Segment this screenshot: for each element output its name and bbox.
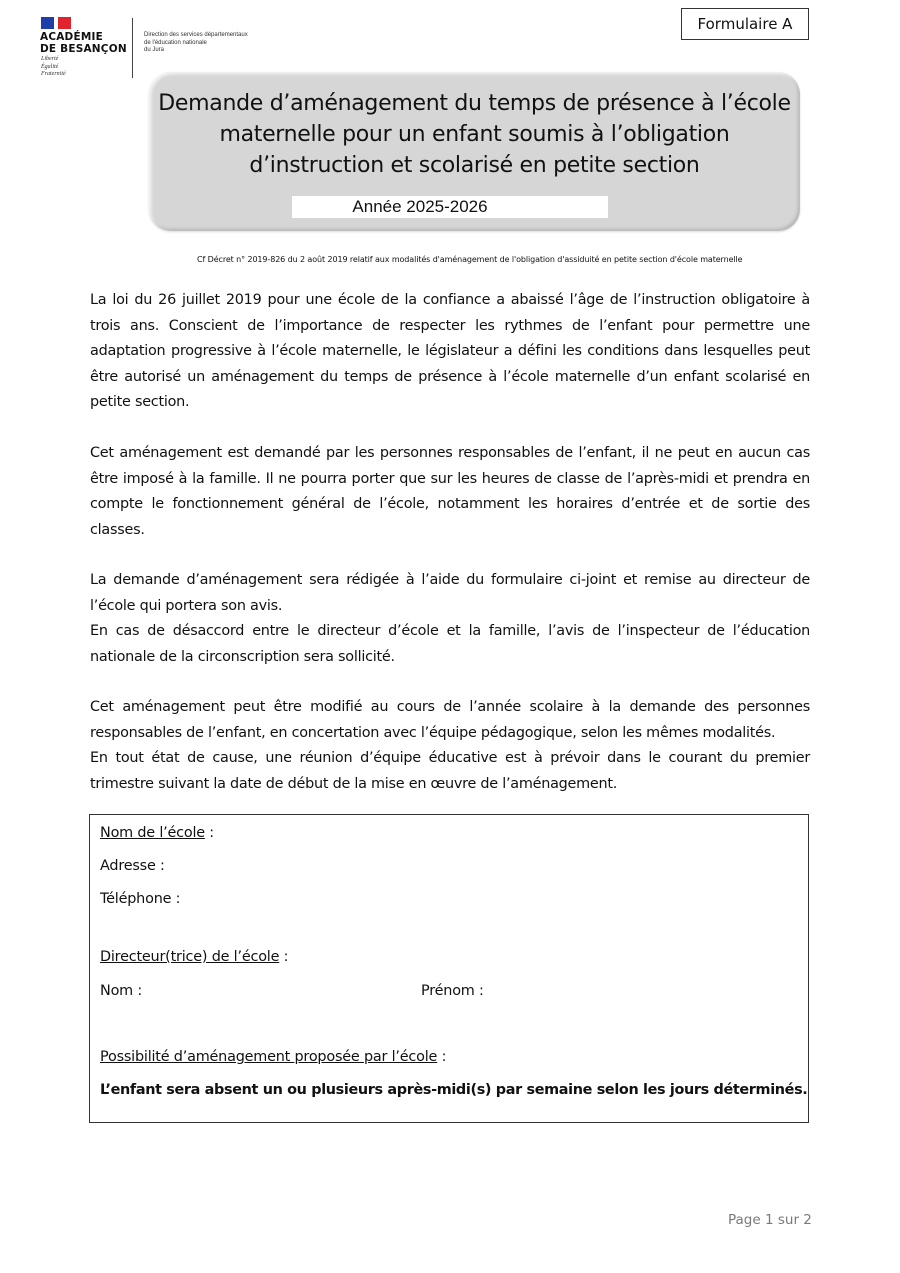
logo-mark xyxy=(40,16,132,82)
academy-name: ACADÉMIE DE BESANÇON xyxy=(40,31,127,55)
republic-motto: Liberté Égalité Fraternité xyxy=(41,56,66,77)
french-flag-icon xyxy=(41,17,71,29)
school-year: Année 2025-2026 xyxy=(292,196,608,218)
form-label-box: Formulaire A xyxy=(681,8,809,40)
school-info-form xyxy=(89,814,809,1123)
director-last-name-field[interactable]: Nom : xyxy=(100,983,143,999)
director-heading: Directeur(trice) de l’école : xyxy=(100,949,289,965)
arrangement-statement: L’enfant sera absent un ou plusieurs après-midi(s) par semaine selon les jours déterminés. xyxy=(100,1082,808,1098)
service-name: Direction des services départementaux de l'éducation nationale du Jura xyxy=(144,32,248,53)
page-indicator: Page 1 sur 2 xyxy=(728,1212,812,1228)
title-banner xyxy=(149,72,800,231)
document-title: Demande d’aménagement du temps de présence à l’école maternelle pour un enfant soumis à l’obligation d’instruction et scolarisé en petite section xyxy=(158,91,791,178)
paragraph-procedure: La demande d’aménagement sera rédigée à l’aide du formulaire ci-joint et remise au directeur de l’école qui portera son avis. En cas de désaccord entre le directeur d’école et la famille, l’avis de l’inspecteur de l’éducation nationale de la circonscription sera sollicité. xyxy=(90,572,810,665)
arrangement-heading: Possibilité d’aménagement proposée par l’école : xyxy=(100,1049,447,1065)
phone-field[interactable]: Téléphone : xyxy=(100,891,181,907)
paragraph-request: Cet aménagement est demandé par les personnes responsables de l’enfant, il ne peut en aucun cas être imposé à la famille. Il ne pourra porter que sur les heures de classe de l’après-midi et prendra en compte le fonctionnement général de l’école, notamment les horaires d’entrée et de sortie des classes. xyxy=(90,445,810,538)
logo-divider xyxy=(132,18,133,78)
decree-reference: Cf Décret n° 2019-826 du 2 août 2019 relatif aux modalités d'aménagement de l'obligation d'assiduité en petite section d'école maternelle xyxy=(197,255,743,264)
director-first-name-field[interactable]: Prénom : xyxy=(421,983,484,999)
paragraph-law: La loi du 26 juillet 2019 pour une école de la confiance a abaissé l’âge de l’instruction obligatoire à trois ans. Conscient de l’importance de respecter les rythmes de l’enfant pour permettre une adaptation progressive à l’école maternelle, le législateur a défini les conditions dans lesquelles peut être autorisé un aménagement du temps de présence à l’école maternelle d’un enfant scolarisé en petite section. xyxy=(90,292,810,410)
school-name-field[interactable]: Nom de l’école : xyxy=(100,825,214,841)
address-field[interactable]: Adresse : xyxy=(100,858,165,874)
paragraph-modification: Cet aménagement peut être modifié au cours de l’année scolaire à la demande des personnes responsables de l’enfant, en concertation avec l’équipe pédagogique, selon les mêmes modalités. En tout état de cause, une réunion d’équipe éducative est à prévoir dans le courant du premier trimestre suivant la date de début de la mise en œuvre de l’aménagement. xyxy=(90,699,810,792)
